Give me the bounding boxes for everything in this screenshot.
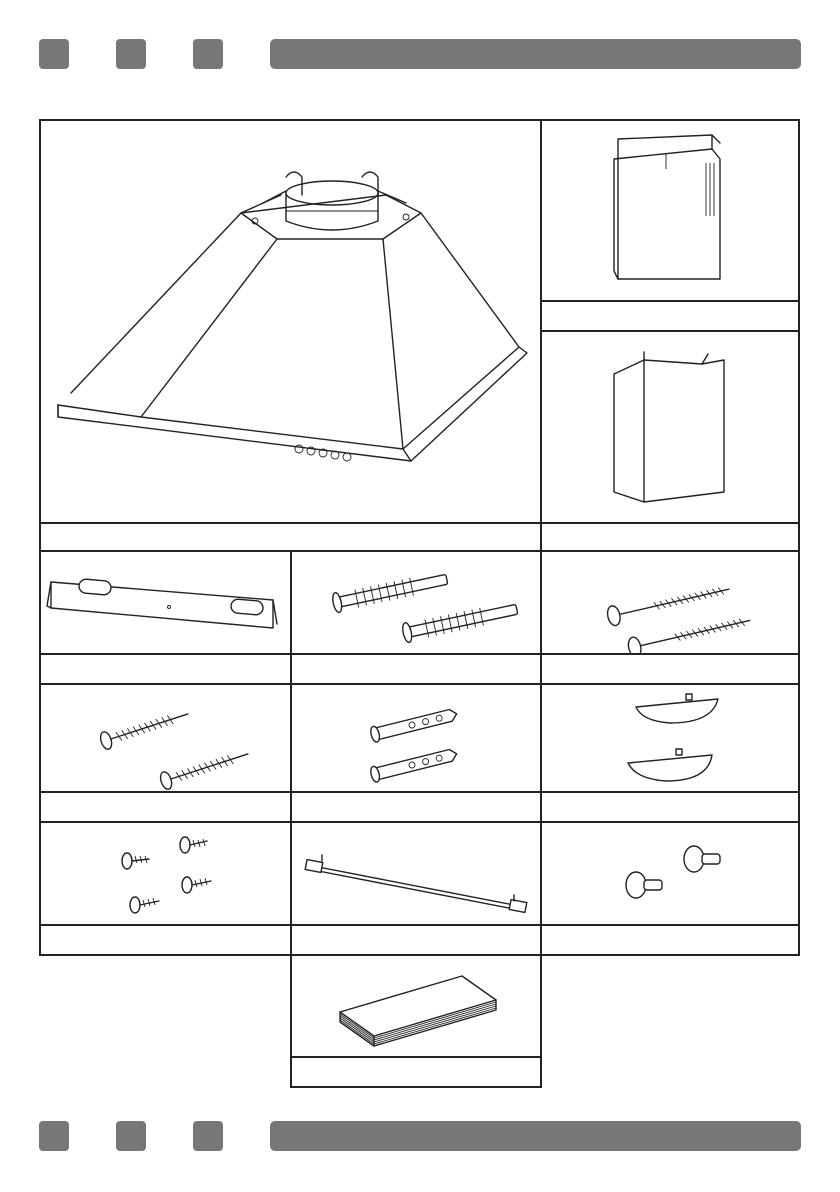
part-bracket-label xyxy=(39,653,292,685)
part-flaps-label xyxy=(540,791,800,823)
part-lower-chimney-cell xyxy=(540,330,800,524)
flap-rod-icon xyxy=(292,823,544,928)
part-upper-chimney-cell xyxy=(540,119,800,302)
footer-square-1 xyxy=(39,1121,69,1151)
part-manual-label xyxy=(290,1056,542,1088)
small-wall-plug-icon xyxy=(292,685,544,795)
footer-square-3 xyxy=(193,1121,223,1151)
page-footer xyxy=(0,1121,840,1153)
page-header xyxy=(0,39,840,71)
part-bracket-cell xyxy=(39,550,292,655)
footer-square-2 xyxy=(116,1121,146,1151)
part-rod-label xyxy=(290,924,542,956)
part-upper-chimney-label xyxy=(540,300,800,332)
header-square-3 xyxy=(193,39,223,69)
small-screw-icon xyxy=(41,823,294,928)
wood-screw-icon xyxy=(41,685,294,795)
header-square-2 xyxy=(116,39,146,69)
part-lower-chimney-label xyxy=(540,522,800,552)
chimney-bracket-icon xyxy=(41,552,294,657)
part-small-screws-label xyxy=(39,924,292,956)
footer-bar xyxy=(270,1121,801,1151)
long-screw-icon xyxy=(542,552,802,657)
knob-icon xyxy=(542,823,802,928)
part-hood-cell xyxy=(39,119,542,524)
part-small-screws-cell xyxy=(39,821,292,926)
large-wall-plug-icon xyxy=(292,552,544,657)
part-wood-screws-label xyxy=(39,791,292,823)
lower-chimney-cover-icon xyxy=(542,332,802,526)
header-bar xyxy=(270,39,801,69)
part-knobs-cell xyxy=(540,821,800,926)
upper-chimney-cover-icon xyxy=(542,121,802,304)
part-wall-plugs-small-label xyxy=(290,791,542,823)
part-long-screws-label xyxy=(540,653,800,685)
part-flaps-cell xyxy=(540,683,800,793)
part-wall-plugs-large-cell xyxy=(290,550,542,655)
part-wood-screws-cell xyxy=(39,683,292,793)
header-square-1 xyxy=(39,39,69,69)
backdraft-flap-icon xyxy=(542,685,802,795)
part-long-screws-cell xyxy=(540,550,800,655)
part-manual-cell xyxy=(290,954,542,1058)
part-hood-label xyxy=(39,522,542,552)
instruction-manual-icon xyxy=(292,956,544,1060)
part-wall-plugs-large-label xyxy=(290,653,542,685)
part-knobs-label xyxy=(540,924,800,956)
part-wall-plugs-small-cell xyxy=(290,683,542,793)
range-hood-icon xyxy=(41,121,544,526)
part-rod-cell xyxy=(290,821,542,926)
